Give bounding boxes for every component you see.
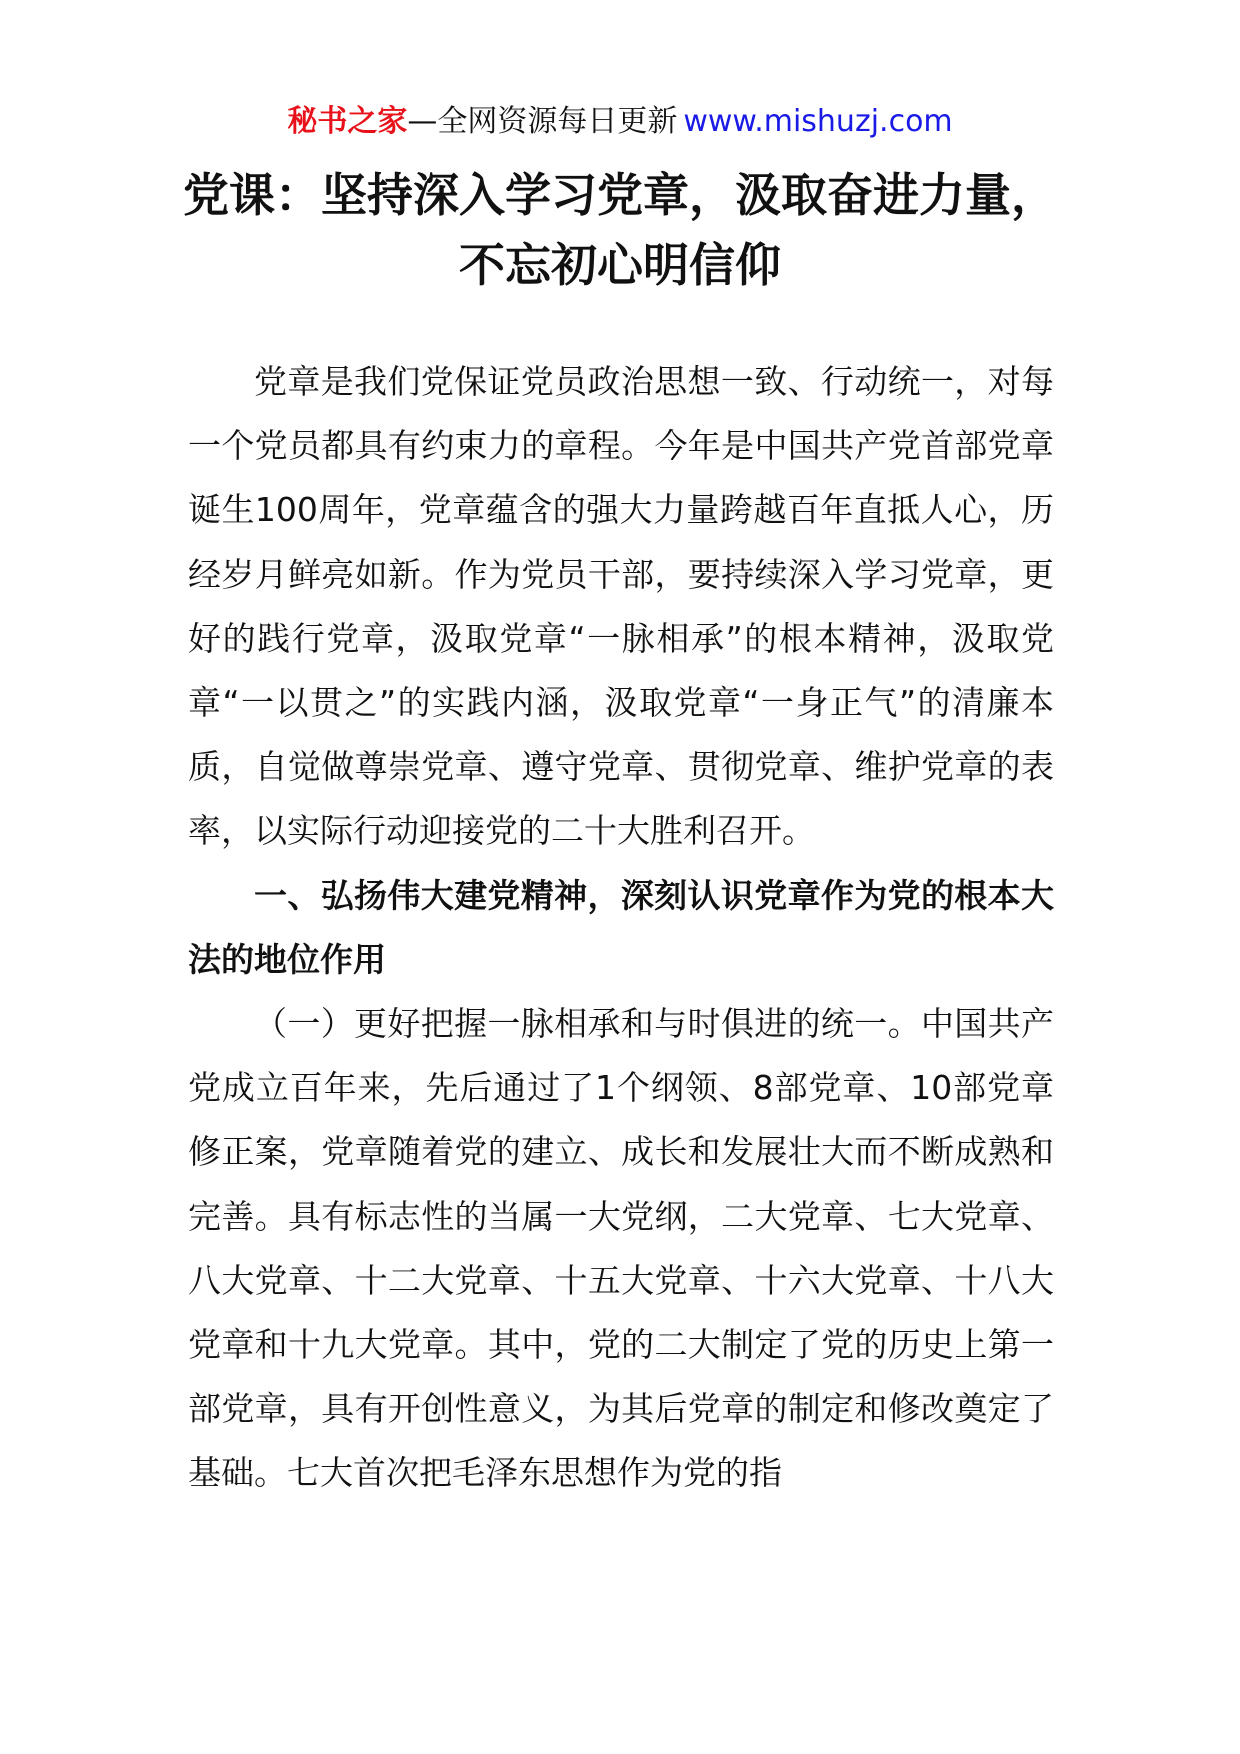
subsection-paragraph: （一）更好把握一脉相承和与时俱进的统一。中国共产党成立百年来，先后通过了1个纲领、8部党章、10部党章修正案，党章随着党的建立、成长和发展壮大而不断成熟和完善。具有标志性的当属一大党纲，二大党章、七大党章、八大党章、十二大党章、十五大党章、十六大党章、十八大党章和十九大党章。其中，党的二大制定了党的历史上第一部党章，具有开创性意义，为其后党章的制定和修改奠定了基础。七大首次把毛泽东思想作为党的指 bbox=[188, 1004, 1054, 1493]
site-header bbox=[0, 100, 1240, 144]
section-heading: 一、弘扬伟大建党精神，深刻认识党章作为党的根本大法的地位作用 bbox=[188, 875, 1054, 979]
document-body bbox=[188, 350, 1054, 1506]
site-name: 秘书之家 bbox=[287, 104, 408, 139]
intro-paragraph: 党章是我们党保证党员政治思想一致、行动统一，对每一个党员都具有约束力的章程。今年是中国共产党首部党章诞生100周年，党章蕴含的强大力量跨越百年直抵人心，历经岁月鲜亮如新。作为党员干部，要持续深入学习党章，更好的践行党章，汲取党章“一脉相承”的根本精神，汲取党章“一以贯之”的实践内涵，汲取党章“一身正气”的清廉本质，自觉做尊崇党章、遵守党章、贯彻党章、维护党章的表率，以实际行动迎接党的二十大胜利召开。 bbox=[188, 362, 1054, 851]
site-url-link[interactable]: www.mishuzj.com bbox=[683, 104, 953, 139]
site-tagline: —全网资源每日更新 bbox=[407, 104, 678, 139]
document-title: 党课：坚持深入学习党章，汲取奋进力量，不忘初心明信仰 bbox=[183, 168, 1057, 292]
